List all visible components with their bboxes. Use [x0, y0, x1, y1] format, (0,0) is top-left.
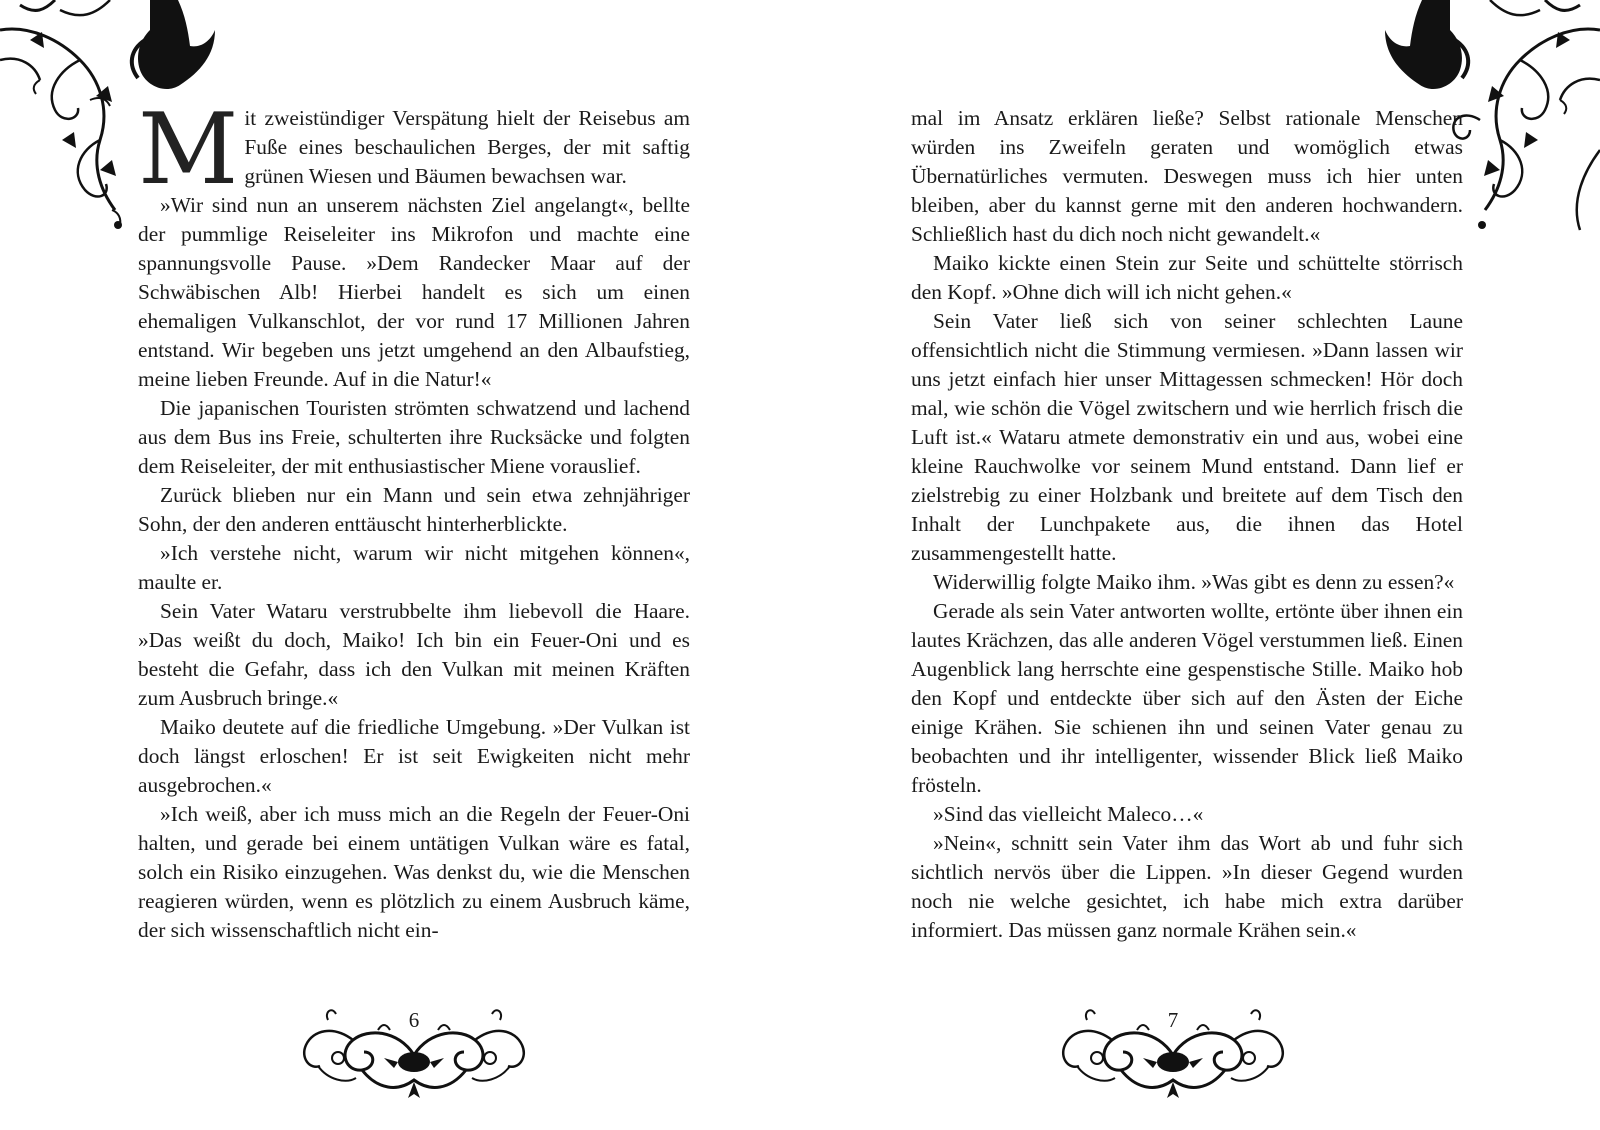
paragraph: Zurück blieben nur ein Mann und sein etwa zehnjähriger Sohn, der den anderen enttäuscht hinterherblickte.	[138, 483, 690, 536]
paragraph	[138, 93, 690, 207]
paragraph: »Sind das vielleicht Maleco…«	[933, 802, 1204, 826]
paragraph: Die japanischen Touristen strömten schwatzend und lachend aus dem Bus ins Freie, schulterten ihre Rucksäcke und folgten dem Reiseleiter, der mit enthusiastischer Miene vorauslief.	[138, 396, 690, 478]
paragraph: Sein Vater Wataru verstrubbelte ihm liebevoll die Haare. »Das weißt du doch, Maiko! Ich bin ein Feuer-Oni und es besteht die Gefahr, dass ich den Vulkan mit meinen Kräften zum Ausbruch bringe.«	[138, 599, 690, 710]
paragraph: »Nein«, schnitt sein Vater ihm das Wort ab und fuhr sich sichtlich nervös über die Lippen. »In dieser Gegend wurden noch nie welche gesichtet, ich habe mich extra darüber informiert. Das müssen ganz normale Krähen sein.«	[911, 831, 1463, 942]
page-number: 7	[1167, 1008, 1179, 1032]
paragraph: Sein Vater ließ sich von seiner schlechten Laune offensichtlich nicht die Stimmung vermiesen. »Dann lassen wir uns jetzt einfach hier unser Mittagessen schmecken! Hör doch mal, wie schön die Vögel zwitschern und wie herrlich frisch die Luft ist.« Wataru atmete demonstrativ ein und aus, wobei eine kleine Rauchwolke vor seinem Mund entstand. Dann lief er zielstrebig zu einer Holzbank und breitete auf dem Tisch den Inhalt der Lunchpakete aus, die ihnen das Hotel zusammengestellt hatte.	[911, 309, 1463, 565]
paragraph-text: it zweistündiger Verspätung hielt der Reisebus am Fuße eines beschaulichen Berges, der mit saftig grünen Wiesen und Bäumen bewachsen war.	[244, 106, 690, 188]
paragraph: »Ich weiß, aber ich muss mich an die Regeln der Feuer-Oni halten, und gerade bei einem untätigen Vulkan wäre es fatal, solch ein Risiko einzugehen. Was denkst du, wie die Menschen reagieren würden, wenn es plötzlich zu einem Ausbruch käme, der sich wissenschaftlich nicht ein-	[138, 802, 690, 942]
paragraph: Widerwillig folgte Maiko ihm. »Was gibt es denn zu essen?«	[933, 570, 1455, 594]
paragraph: »Ich verstehe nicht, warum wir nicht mitgehen können«, maulte er.	[138, 541, 690, 594]
right-page-text	[911, 104, 1463, 945]
paragraph: mal im Ansatz erklären ließe? Selbst rationale Menschen würden ins Zweifeln geraten und womöglich etwas Übernatürliches vermuten. Deswegen muss ich hier unten bleiben, aber du kannst gerne mit den anderen hochwandern. Schließlich hast du dich noch nicht gewandelt.«	[911, 106, 1463, 246]
page-number: 6	[408, 1008, 420, 1032]
left-page-text	[138, 93, 690, 945]
paragraph: Gerade als sein Vater antworten wollte, ertönte über ihnen ein lautes Krächzen, das alle anderen Vögel verstummen ließ. Einen Augenblick lang herrschte eine gespenstische Stille. Maiko hob den Kopf und entdeckte über sich auf den Ästen der Eiche einige Krähen. Sie schienen ihn und seinen Vater genau zu beobachten und ihr intelligenter, wissender Blick ließ Maiko frösteln.	[911, 599, 1463, 797]
paragraph: Maiko deutete auf die friedliche Umgebung. »Der Vulkan ist doch längst erloschen! Er ist seit Ewigkeiten nicht mehr ausgebrochen.«	[138, 715, 690, 797]
paragraph: Maiko kickte einen Stein zur Seite und schüttelte störrisch den Kopf. »Ohne dich will ich nicht gehen.«	[911, 251, 1463, 304]
right-page	[800, 0, 1600, 1130]
drop-cap: M	[138, 93, 239, 207]
paragraph: »Wir sind nun an unserem nächsten Ziel angelangt«, bellte der pummlige Reiseleiter ins Mikrofon und machte eine spannungsvolle Pause. »Dem Randecker Maar auf der Schwäbischen Alb! Hierbei handelt es sich um einen ehemaligen Vulkanschlot, der vor rund 17 Millionen Jahren entstand. Wir begeben uns jetzt umgehend an den Albaufstieg, meine lieben Freunde. Auf in die Natur!«	[138, 193, 690, 391]
